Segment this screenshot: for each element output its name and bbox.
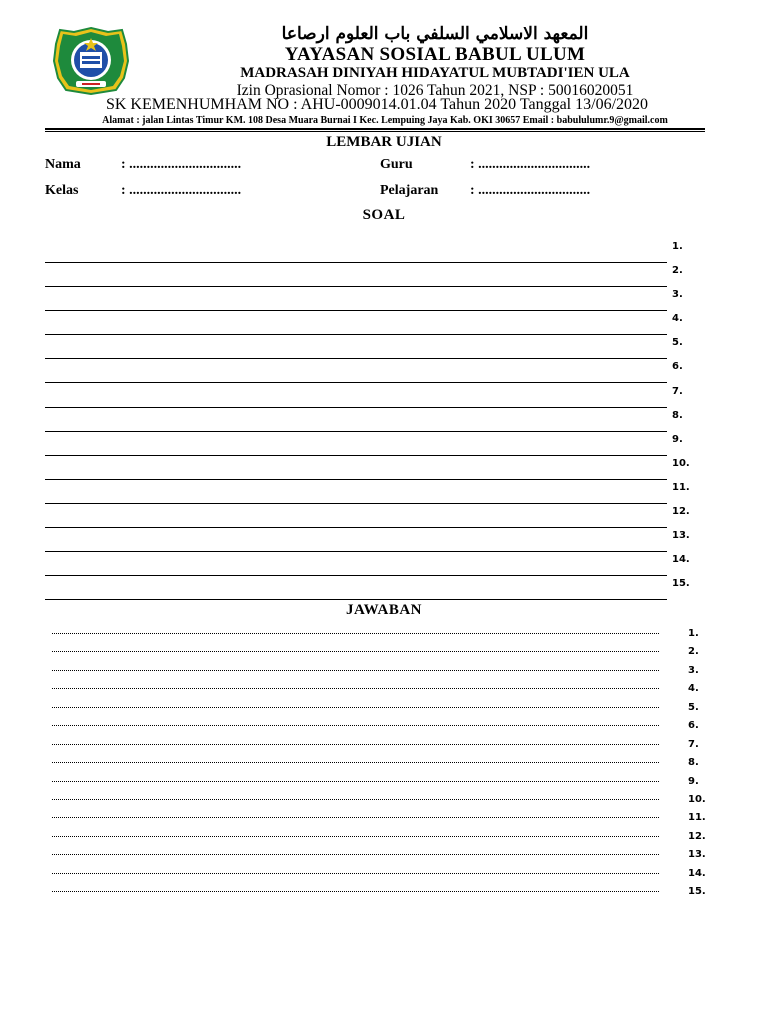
soal-number: 6. — [672, 361, 683, 373]
jawaban-dotted-line[interactable] — [52, 670, 659, 671]
field-kelas[interactable] — [45, 183, 242, 199]
soal-answer-line[interactable] — [45, 479, 667, 480]
sheet-title: LEMBAR UJIAN — [326, 134, 442, 150]
foundation-name: YAYASAN SOSIAL BABUL ULUM — [284, 44, 586, 65]
field-nama[interactable] — [45, 157, 242, 173]
jawaban-number: 7. — [688, 738, 699, 750]
soal-answer-line[interactable] — [45, 431, 667, 432]
jawaban-dotted-line[interactable] — [52, 799, 659, 800]
jawaban-number: 2. — [688, 646, 699, 658]
jawaban-list — [0, 627, 768, 904]
field-nama-value[interactable]: : ................................ — [121, 157, 242, 172]
address-line: Alamat : jalan Lintas Timur KM. 108 Desa Muara Burnai I Kec. Lempuing Jaya Kab. OKI 30657 Email : babululumr.9@gmail.com — [102, 115, 668, 126]
soal-answer-line[interactable] — [45, 527, 667, 528]
soal-number: 9. — [672, 433, 683, 445]
jawaban-number: 1. — [688, 628, 699, 639]
jawaban-row[interactable] — [0, 738, 768, 756]
soal-title: SOAL — [362, 207, 406, 223]
jawaban-number: 9. — [688, 775, 699, 787]
jawaban-dotted-line[interactable] — [52, 854, 659, 855]
jawaban-row[interactable] — [0, 885, 768, 903]
soal-answer-line[interactable] — [45, 358, 667, 359]
jawaban-dotted-line[interactable] — [52, 873, 659, 874]
jawaban-number: 3. — [688, 664, 699, 676]
soal-row[interactable] — [0, 409, 768, 433]
arabic-institution-name: المعهد الاسلامي السلفي باب العلوم ارصاعا — [281, 24, 589, 44]
jawaban-number: 12. — [688, 830, 706, 842]
soal-row[interactable] — [0, 433, 768, 457]
jawaban-dotted-line[interactable] — [52, 651, 659, 652]
soal-row[interactable] — [0, 457, 768, 481]
jawaban-dotted-line[interactable] — [52, 633, 659, 634]
jawaban-row[interactable] — [0, 664, 768, 682]
soal-row[interactable] — [0, 312, 768, 336]
soal-number: 3. — [672, 289, 683, 301]
operating-permit: Izin Oprasional Nomor : 1026 Tahun 2021, NSP : 50016020051 — [236, 82, 634, 99]
jawaban-number: 5. — [688, 701, 699, 713]
field-guru-value[interactable]: : ................................ — [470, 157, 591, 172]
soal-row[interactable] — [0, 481, 768, 505]
soal-list — [0, 240, 768, 601]
jawaban-dotted-line[interactable] — [52, 707, 659, 708]
jawaban-row[interactable] — [0, 793, 768, 811]
jawaban-dotted-line[interactable] — [52, 781, 659, 782]
jawaban-row[interactable] — [0, 719, 768, 737]
field-pelajaran-value[interactable]: : ................................ — [470, 183, 591, 198]
field-nama-label: Nama — [45, 157, 81, 172]
jawaban-dotted-line[interactable] — [52, 836, 659, 837]
soal-row[interactable] — [0, 385, 768, 409]
soal-number: 1. — [672, 241, 683, 252]
soal-number: 13. — [672, 530, 690, 542]
soal-answer-line[interactable] — [45, 286, 667, 287]
school-logo-emblem — [52, 26, 130, 96]
jawaban-row[interactable] — [0, 756, 768, 774]
soal-number: 11. — [672, 481, 690, 493]
jawaban-dotted-line[interactable] — [52, 688, 659, 689]
soal-answer-line[interactable] — [45, 382, 667, 383]
soal-number: 14. — [672, 554, 690, 566]
jawaban-number: 8. — [688, 757, 699, 769]
soal-row[interactable] — [0, 288, 768, 312]
soal-number: 8. — [672, 409, 683, 421]
field-kelas-value[interactable]: : ................................ — [121, 183, 242, 198]
jawaban-row[interactable] — [0, 848, 768, 866]
soal-answer-line[interactable] — [45, 551, 667, 552]
jawaban-row[interactable] — [0, 682, 768, 700]
jawaban-row[interactable] — [0, 775, 768, 793]
jawaban-number: 14. — [688, 867, 706, 879]
jawaban-dotted-line[interactable] — [52, 725, 659, 726]
field-pelajaran[interactable] — [380, 183, 591, 199]
jawaban-number: 6. — [688, 720, 699, 732]
soal-answer-line[interactable] — [45, 455, 667, 456]
letterhead-divider-thick — [45, 128, 705, 130]
jawaban-row[interactable] — [0, 811, 768, 829]
jawaban-dotted-line[interactable] — [52, 762, 659, 763]
sk-decree: SK KEMENHUMHAM NO : AHU-0009014.01.04 Tahun 2020 Tanggal 13/06/2020 — [105, 96, 649, 113]
field-pelajaran-label: Pelajaran — [380, 183, 439, 198]
jawaban-number: 15. — [688, 886, 706, 898]
jawaban-row[interactable] — [0, 867, 768, 885]
soal-answer-line[interactable] — [45, 503, 667, 504]
soal-answer-line[interactable] — [45, 334, 667, 335]
jawaban-title: JAWABAN — [345, 602, 422, 618]
soal-number: 12. — [672, 506, 690, 518]
soal-number: 2. — [672, 265, 683, 277]
soal-row[interactable] — [0, 336, 768, 360]
soal-row[interactable] — [0, 264, 768, 288]
soal-row[interactable] — [0, 360, 768, 384]
jawaban-row[interactable] — [0, 627, 768, 645]
jawaban-number: 10. — [688, 793, 706, 805]
soal-row[interactable] — [0, 553, 768, 577]
jawaban-number: 11. — [688, 812, 706, 824]
school-name: MADRASAH DINIYAH HIDAYATUL MUBTADI'IEN ULA — [240, 65, 630, 81]
field-kelas-label: Kelas — [45, 183, 79, 198]
soal-row[interactable] — [0, 505, 768, 529]
jawaban-number: 13. — [688, 849, 706, 861]
soal-number: 4. — [672, 313, 683, 325]
soal-answer-line[interactable] — [45, 407, 667, 408]
jawaban-number: 4. — [688, 683, 699, 695]
jawaban-row[interactable] — [0, 701, 768, 719]
letterhead-divider-thin — [45, 131, 705, 132]
jawaban-dotted-line[interactable] — [52, 817, 659, 818]
field-guru-label: Guru — [380, 157, 413, 172]
soal-answer-line[interactable] — [45, 575, 667, 576]
soal-row[interactable] — [0, 529, 768, 553]
soal-number: 7. — [672, 385, 683, 397]
field-guru[interactable] — [380, 157, 591, 173]
soal-number: 10. — [672, 457, 690, 469]
jawaban-row[interactable] — [0, 830, 768, 848]
jawaban-dotted-line[interactable] — [52, 744, 659, 745]
soal-number: 15. — [672, 578, 690, 590]
soal-answer-line[interactable] — [45, 310, 667, 311]
jawaban-row[interactable] — [0, 645, 768, 663]
soal-row[interactable] — [0, 240, 768, 264]
letterhead — [140, 24, 730, 100]
jawaban-dotted-line[interactable] — [52, 891, 659, 892]
soal-number: 5. — [672, 337, 683, 349]
soal-answer-line[interactable] — [45, 262, 667, 263]
soal-row[interactable] — [0, 577, 768, 601]
